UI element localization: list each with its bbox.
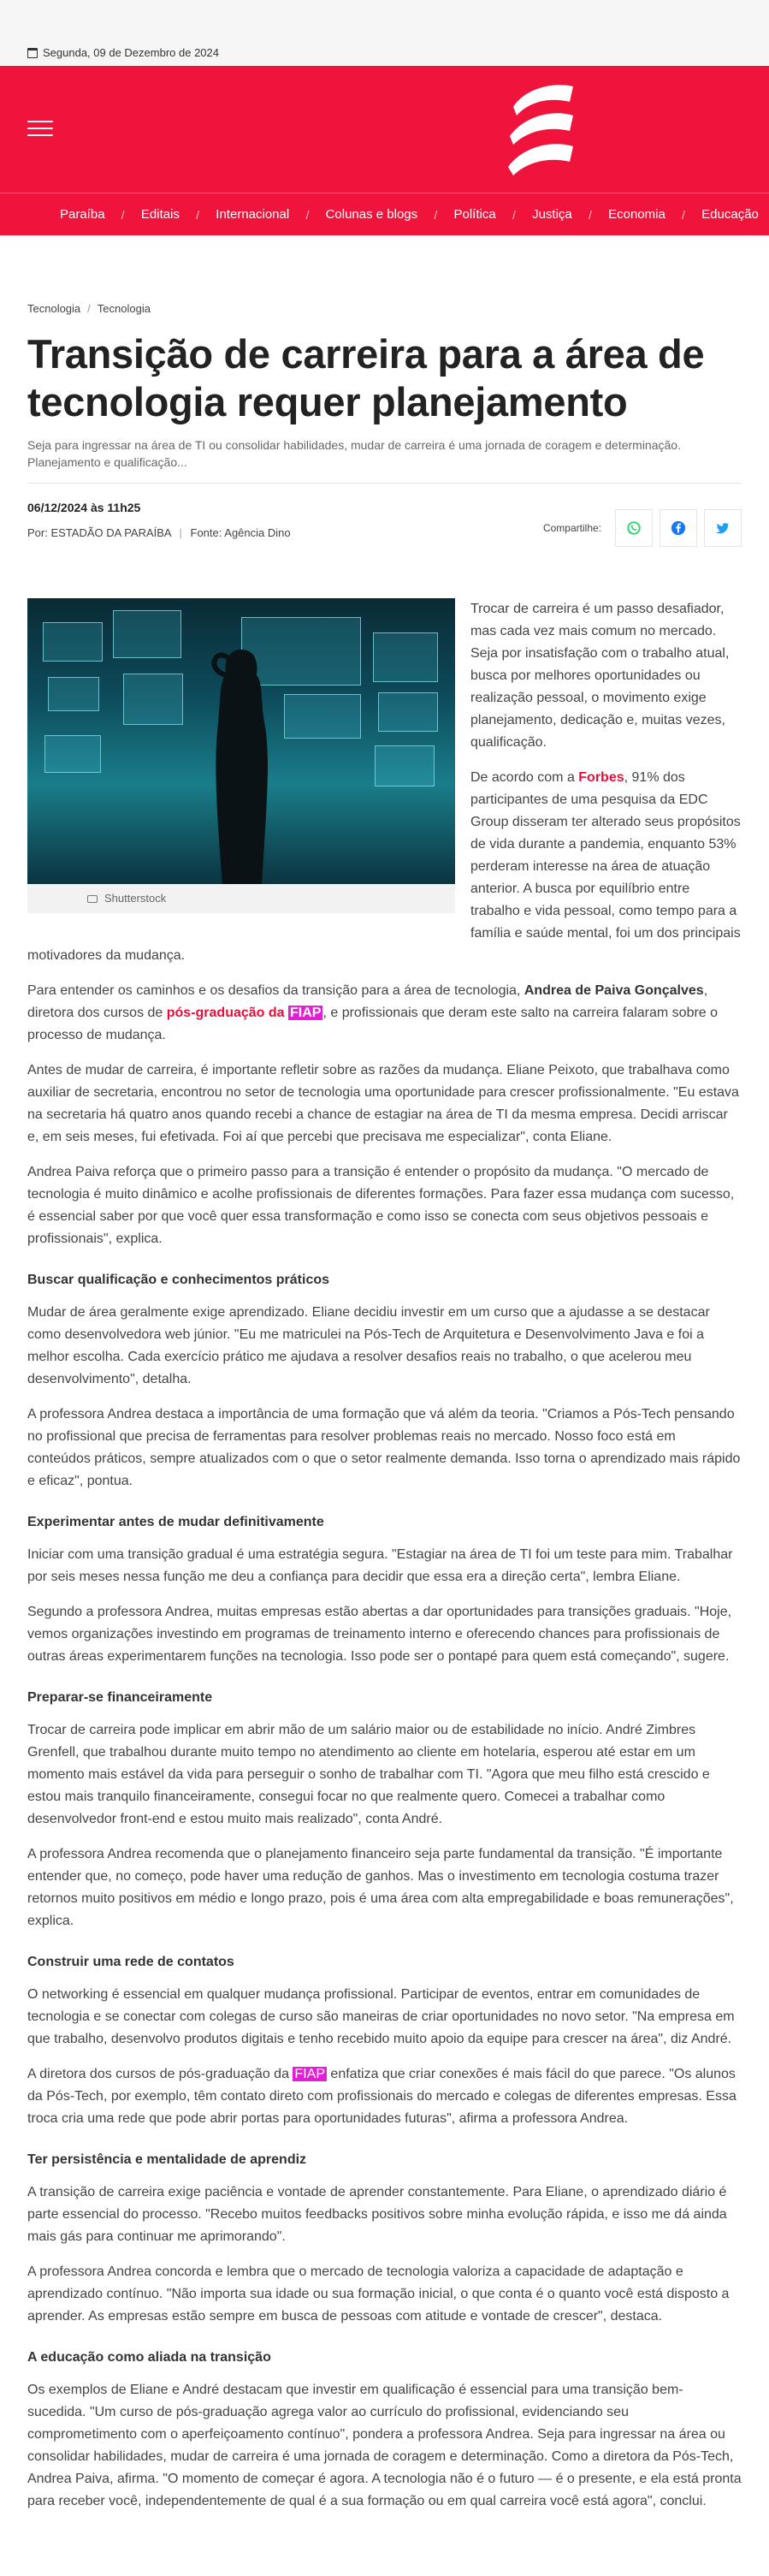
main-nav — [0, 193, 769, 235]
byline — [27, 526, 291, 539]
paragraph: Trocar de carreira pode implicar em abrir mão de um salário maior ou de estabilidade no início. André Zimbres Grenfell, que trabalhou durante muito tempo no atendimento ao cliente em hotelaria, esperou até estar em um momento mais estável da vida para perseguir o sonho de trabalhar com TI. "Agora que meu filho está crescido e estou mais tranquilo financeiramente, consegui focar no que realmente quero. Comecei a trabalhar como desenvolvedor front-end e estou muito mais realizado", conta André. — [27, 1723, 710, 1826]
nav-separator: / — [682, 207, 685, 222]
article-figure — [27, 598, 455, 913]
brand-header — [0, 66, 769, 193]
nav-item-colunas-e-blogs[interactable]: Colunas e blogs — [325, 207, 418, 222]
share-label: Compartilhe: — [542, 522, 601, 534]
paragraph: O networking é essencial em qualquer mudança profissional. Participar de eventos, entrar em comunidades de tecnologia e se conectar com colegas de curso são maneiras de criar oportunidades no novo setor. "Na empresa em que trabalho, desenvolvo produtos digitais e tenho recebido muito apoio da equipe para crescer na área", diz André. — [27, 1987, 735, 2046]
section-heading: Preparar-se financeiramente — [27, 1690, 213, 1705]
nav-item-politica[interactable]: Política — [453, 207, 496, 222]
article-subtitle: Seja para ingressar na área de TI ou consolidar habilidades, mudar de carreira é uma jornada de coragem e determinação. Planejamento e qualificação... — [27, 438, 681, 469]
logo[interactable] — [501, 78, 580, 181]
paragraph: A diretora dos cursos de pós-graduação da FIAP enfatiza que criar conexões é mais fácil do que parece. "Os alunos da Pós-Tech, por exemplo, têm contato direto com profissionais do mercado e colegas de diferentes empresas. Essa troca cria uma rede que pode abrir portas para oportunidades futuras", afirma a professora Andrea. — [27, 2067, 736, 2126]
share-twitter-button[interactable] — [704, 509, 742, 547]
nav-separator: / — [305, 207, 310, 222]
paragraph: De acordo com a Forbes, 91% dos participantes de uma pesquisa da EDC Group disseram ter alterado seus propósitos de vida durante a pandemia, enquanto 53% perderam interesse na área de atuação anterior. A busca por equilíbrio entre trabalho e vida pessoal, como tempo para a família e saúde mental, foi um dos principais motivadores da mudança. — [27, 770, 741, 963]
byline-prefix: Por: — [27, 526, 48, 539]
nav-separator: / — [434, 207, 438, 222]
paragraph: Andrea Paiva reforça que o primeiro passo para a transição é entender o propósito da mudança. "O mercado de tecnologia é muito dinâmico e acolhe profissionais de diferentes formações. Para fazer essa mudança com sucesso, é essencial saber por que você quer essa transformação e como isso se conecta com seus objetivos pessoais e profissionais", explica. — [27, 1165, 735, 1246]
hamburger-menu-icon[interactable] — [27, 121, 53, 136]
share-bar — [543, 509, 742, 547]
nav-item-justica[interactable]: Justiça — [532, 207, 572, 222]
calendar-icon — [27, 48, 38, 58]
article-meta — [27, 501, 742, 547]
author-name: ESTADÃO DA PARAÍBA — [50, 526, 171, 539]
article-body — [27, 598, 742, 2513]
section-heading: Experimentar antes de mudar definitivamente — [27, 1515, 324, 1529]
paragraph: A professora Andrea concorda e lembra que o mercado de tecnologia valoriza a capacidade de adaptação e aprendizado contínuo. "Não importa sua idade ou sua formação inicial, o que conta é o quanto você está disposto a aprender. As empresas estão sempre em busca de pessoas com atitude e vontade de crescer", destaca. — [27, 2264, 730, 2324]
paragraph: Antes de mudar de carreira, é importante refletir sobre as razões da mudança. Eliane Peixoto, que trabalhava como auxiliar de secretaria, encontrou no setor de tecnologia uma oportunidade para crescer profissionalmente. "Eu estava na secretaria há quatro anos quando recebi a chance de estagiar na área de TI da mesma empresa. Decidi arriscar e, em seis meses, fui efetivada. Foi aí que percebi que precisava me especializar", conta Eliane. — [27, 1063, 739, 1144]
divider — [27, 483, 742, 484]
paragraph: Para entender os caminhos e os desafios da transição para a área de tecnologia, Andrea de Paiva Gonçalves, diretora dos cursos de pós-graduação da FIAP , e profissionais que deram este salto na carreira falaram sobre o processo de mudança. — [27, 983, 719, 1042]
person-name: Andrea de Paiva Gonçalves — [524, 983, 704, 998]
paragraph: A professora Andrea destaca a importância de uma formação que vá além da teoria. "Criamos a Pós-Tech pensando no profissional que precisa de ferramentas para resolver problemas reais no mercado. Nosso foco está em conteúdos práticos, sempre atualizados com o que o setor realmente demanda. Isso torna o aprendizado mais rápido e eficaz", pontua. — [27, 1407, 741, 1488]
breadcrumb — [27, 302, 742, 315]
pos-graduacao-link[interactable]: pós-graduação da — [166, 1006, 285, 1020]
nav-separator: / — [196, 207, 200, 222]
nav-separator: / — [121, 207, 125, 222]
share-whatsapp-button[interactable] — [615, 509, 653, 547]
whatsapp-icon — [626, 520, 642, 536]
paragraph: A professora Andrea recomenda que o planejamento financeiro seja parte fundamental da transição. "É importante entender que, no começo, pode haver uma redução de ganhos. Mas o investimento em tecnologia costuma trazer retornos muito positivos em médio e longo prazo, pois é uma área com alta empregabilidade e boas remunerações", explica. — [27, 1847, 734, 1928]
section-heading: Construir uma rede de contatos — [27, 1955, 234, 1969]
nav-item-editais[interactable]: Editais — [140, 207, 180, 222]
paragraph: Iniciar com uma transição gradual é uma estratégia segura. "Estagiar na área de TI foi um teste para mim. Trabalhar por seis meses nessa função me deu a confiança para decidir que essa era a direção certa", lembra Eliane. — [27, 1547, 733, 1584]
share-facebook-button[interactable] — [660, 509, 697, 547]
top-bar — [0, 0, 769, 66]
facebook-icon — [671, 520, 686, 536]
paragraph: Trocar de carreira é um passo desafiador, mas cada vez mais comum no mercado. Seja por insatisfação com o trabalho atual, busca por melhores oportunidades ou realização pessoal, o movimento exige planejamento, dedicação e, muitas vezes, qualificação. — [470, 602, 730, 750]
paragraph: Mudar de área geralmente exige aprendizado. Eliane decidiu investir em um curso que a ajudasse a se destacar como desenvolvedora web júnior. "Eu me matriculei na Pós-Tech de Arquitetura e Desenvolvimento Java e foi a melhor escolha. Cada exercício prático me ajudava a resolver desafios reais no trabalho, o que acelerou meu desenvolvimento", detalha. — [27, 1305, 710, 1386]
twitter-icon — [715, 520, 731, 536]
section-heading: Ter persistência e mentalidade de aprendiz — [27, 2152, 307, 2167]
fiap-badge[interactable]: FIAP — [290, 1006, 322, 1020]
nav-item-educacao[interactable]: Educação — [701, 207, 759, 222]
breadcrumb-item[interactable]: Tecnologia — [97, 302, 151, 315]
section-heading: A educação como aliada na transição — [27, 2350, 271, 2365]
forbes-link[interactable]: Forbes — [578, 770, 624, 785]
image-caption — [27, 884, 455, 913]
nav-item-internacional[interactable]: Internacional — [216, 207, 290, 222]
byline-separator: | — [179, 526, 182, 539]
paragraph: Os exemplos de Eliane e André destacam que investir em qualificação é essencial para uma transição bem-sucedida. "Um curso de pós-graduação agrega valor ao currículo do profissional, evidenciando seu comprometimento com o aperfeiçoamento contínuo", pondera a professora Andrea. Seja para ingressar na área ou consolidar habilidades, mudar de carreira é uma jornada de coragem e determinação. Como a diretora da Pós-Tech, Andrea Paiva, afirma. "O momento de começar é agora. A tecnologia não é o futuro — é o presente, e ela está pronta para receber você, independentemente de qual é a sua formação ou em qual carreira você está agora", conclui. — [27, 2383, 742, 2508]
breadcrumb-item[interactable]: Tecnologia — [27, 302, 81, 315]
paragraph: A transição de carreira exige paciência e vontade de aprender constantemente. Para Eliane, o aprendizado diário é parte essencial do processo. "Recebo muitos feedbacks positivos sobre minha evolução rápida, e isso me dá ainda mais gás para continuar me aprimorando". — [27, 2185, 727, 2244]
woman-silhouette — [207, 650, 275, 884]
camera-icon — [87, 895, 98, 903]
nav-item-paraiba[interactable]: Paraíba — [60, 207, 105, 222]
nav-separator: / — [512, 207, 516, 222]
current-date — [27, 46, 219, 59]
fiap-badge[interactable]: FIAP — [294, 2067, 325, 2081]
section-heading: Buscar qualificação e conhecimentos práticos — [27, 1273, 330, 1287]
article-image — [27, 598, 455, 884]
current-date-text: Segunda, 09 de Dezembro de 2024 — [43, 46, 219, 59]
article — [0, 302, 769, 2513]
image-credit: Shutterstock — [104, 892, 167, 905]
nav-separator: / — [588, 207, 592, 222]
source-name: Agência Dino — [224, 526, 291, 539]
paragraph: Segundo a professora Andrea, muitas empresas estão abertas a dar oportunidades para transições graduais. "Hoje, vemos organizações investindo em programas de treinamento interno e oferecendo chances para profissionais de outras áreas experimentarem funções na tecnologia. Isso pode ser o pontapé para quem está começando", sugere. — [27, 1605, 732, 1664]
source-prefix: Fonte: — [190, 526, 222, 539]
publish-date: 06/12/2024 às 11h25 — [27, 501, 141, 514]
nav-item-economia[interactable]: Economia — [608, 207, 665, 222]
breadcrumb-separator: / — [87, 302, 91, 315]
article-title: Transição de carreira para a área de tecnologia requer planejamento — [27, 331, 705, 424]
